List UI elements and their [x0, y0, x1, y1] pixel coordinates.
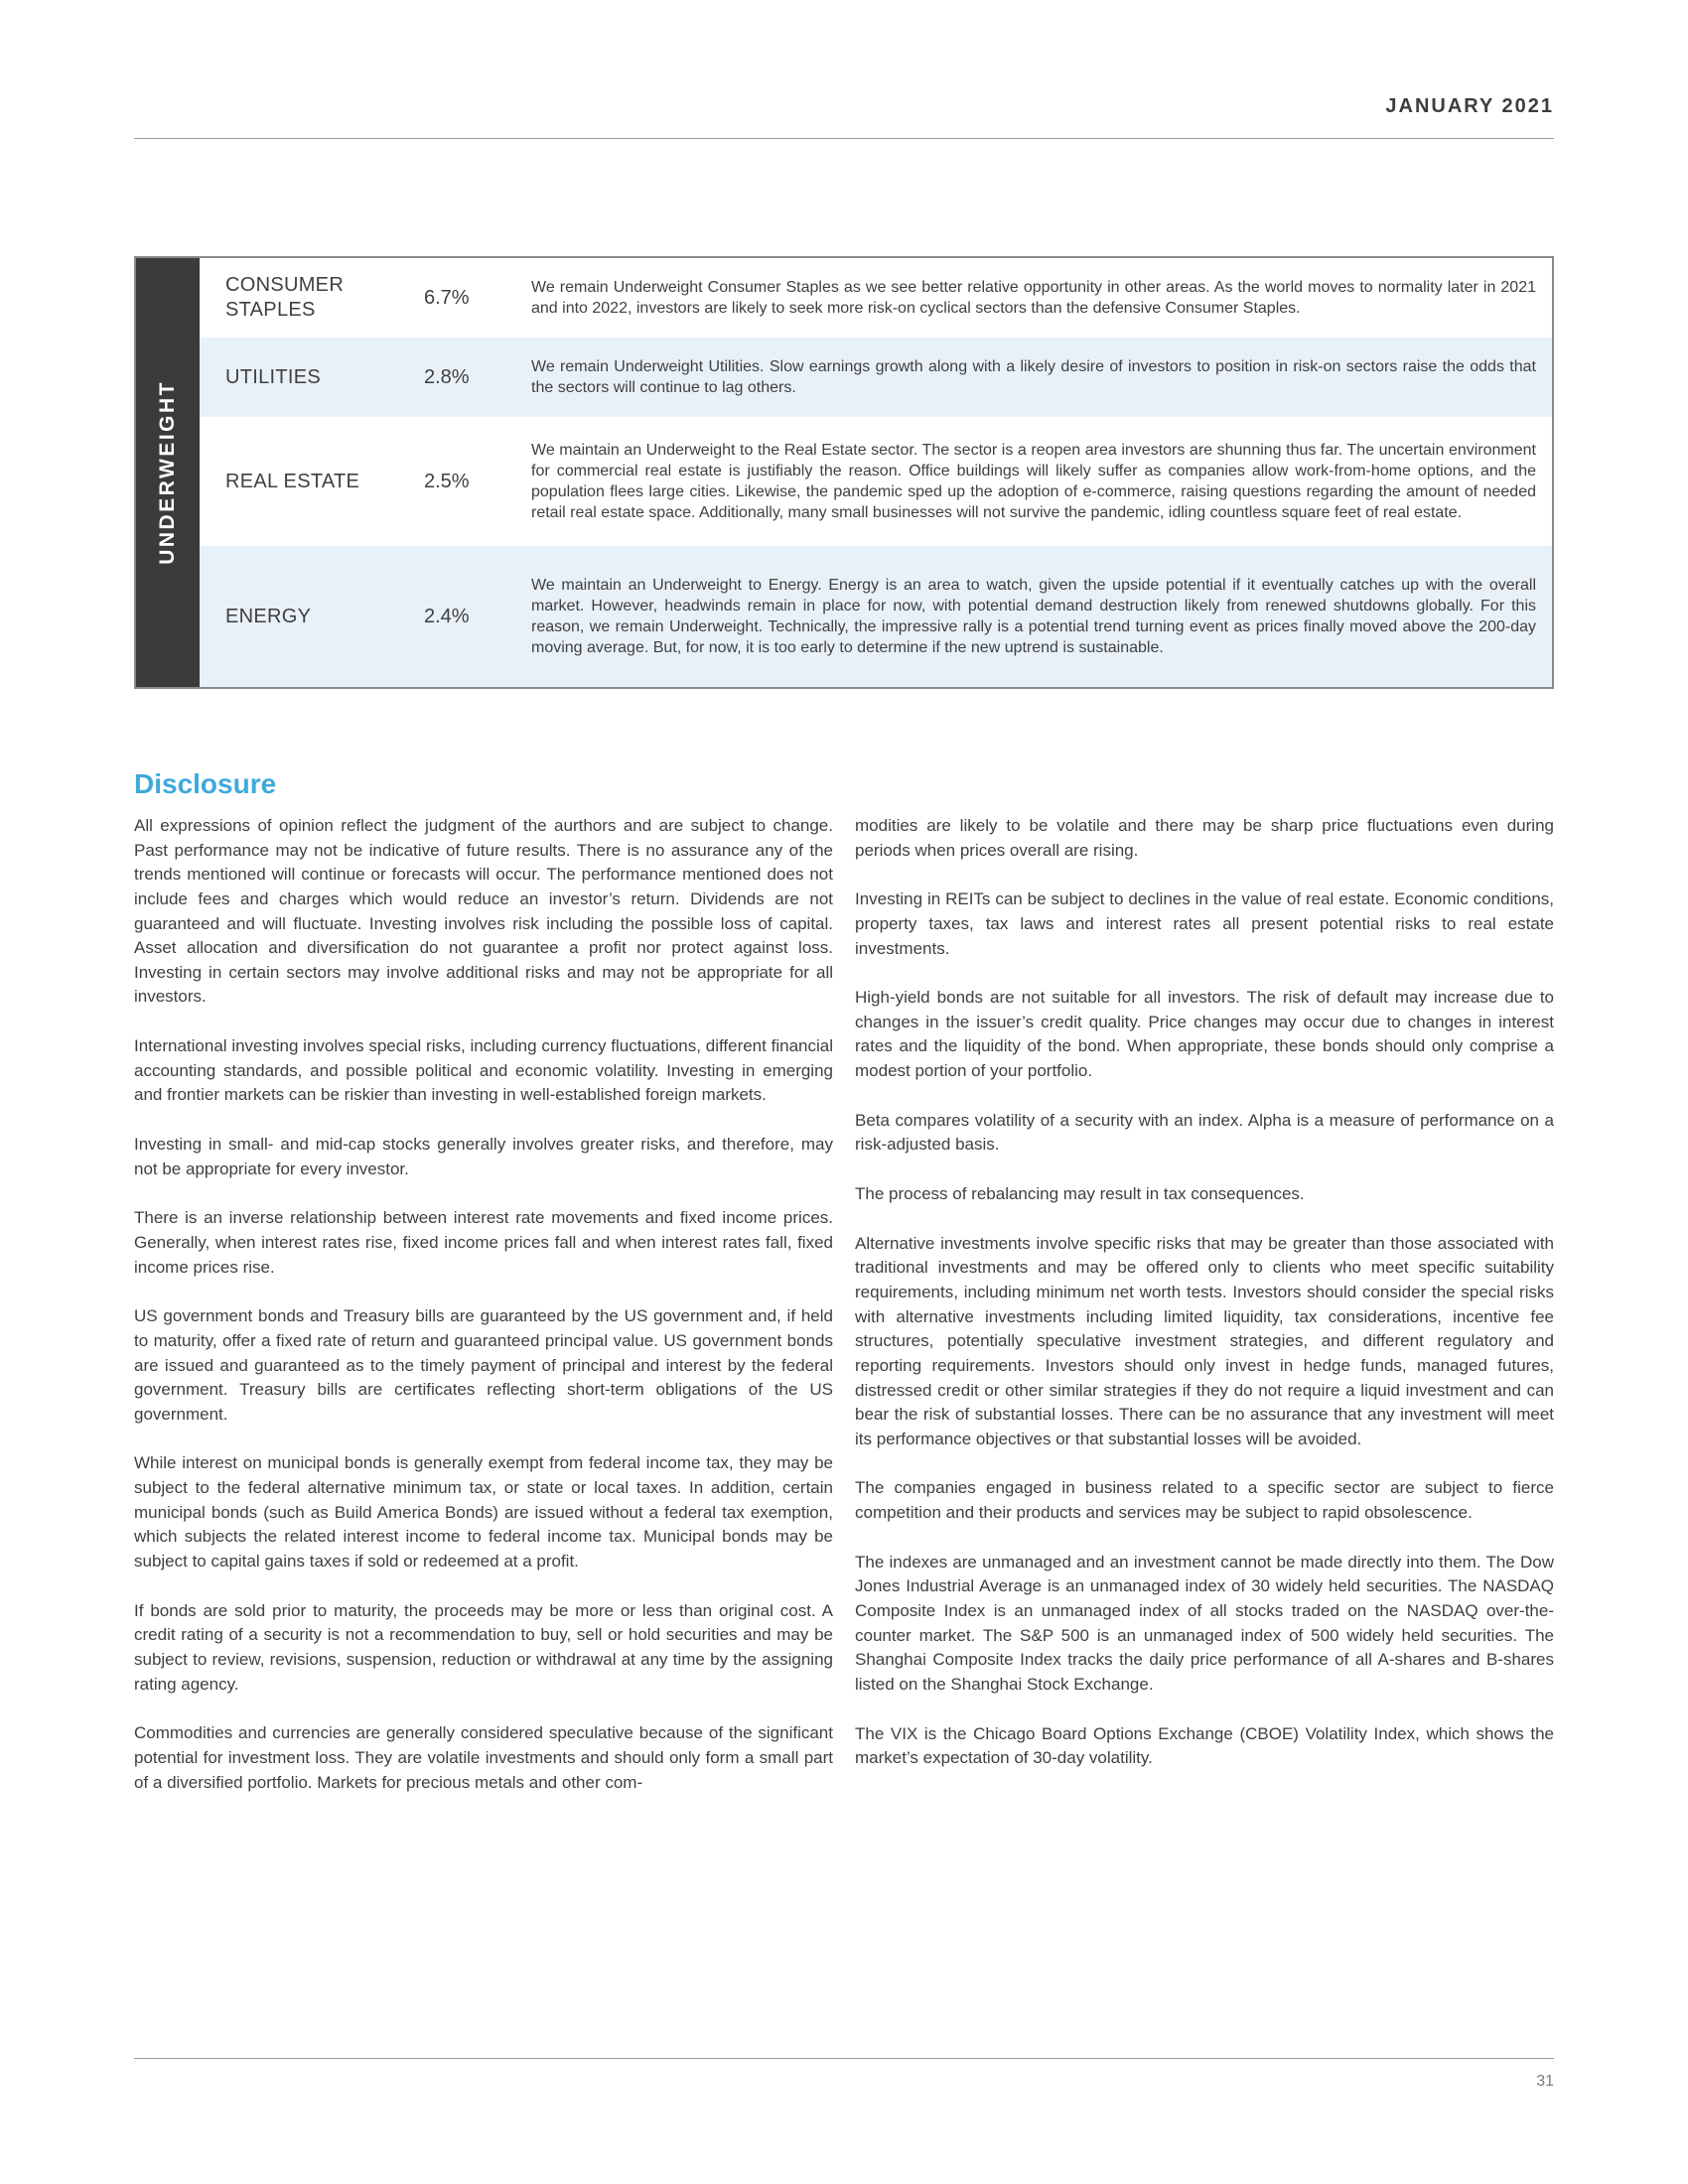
disclosure-left-column	[134, 814, 833, 1820]
sector-commentary: We maintain an Underweight to Energy. Energy is an area to watch, given the upside potential if it eventually catches up with the overall market. However, headwinds remain in place for now, with potential demand destruction likely from renewed shutdowns globally. For this reason, we remain Underweight. Technically, the impressive rally is a potential trend turning event as prices finally moved above the 200-day moving average. But, for now, it is too early to determine if the new uptrend is sustainable.	[531, 576, 1536, 657]
underweight-table	[134, 256, 1554, 689]
sector-weight: 2.8%	[424, 365, 470, 388]
table-row-real-estate	[200, 417, 1552, 546]
sector-commentary: We maintain an Underweight to the Real Estate sector. The sector is a reopen area investors are shunning thus far. The uncertain environment for commercial real estate is justifiably the reason. Office buildings will likely suffer as companies allow work-from-home options, and the population flees large cities. Likewise, the pandemic sped up the adoption of e-commerce, raising questions regarding the amount of needed retail real estate space. Additionally, many small businesses will not survive the pandemic, idling countless square feet of real estate.	[531, 441, 1536, 522]
page-number: 31	[1536, 2073, 1554, 2090]
page-footer	[134, 2058, 1554, 2091]
header-rule	[134, 138, 1554, 139]
disclosure-columns	[134, 814, 1554, 1820]
disclosure-title: Disclosure	[134, 768, 277, 799]
sector-weight: 2.4%	[424, 605, 470, 627]
sector-weight: 6.7%	[424, 286, 470, 309]
table-row-consumer-staples	[200, 258, 1552, 338]
disclosure-paragraph: All expressions of opinion reflect the judgment of the aurthors and are subject to change. Past performance may not be indicative of future results. There is no assurance any of the trends mentioned will continue or forecasts will occur. The performance mentioned does not include fees and charges which would reduce an investor’s return. Dividends are not guaranteed and will fluctuate. Investing involves risk including the possible loss of capital. Asset allocation and diversification do not guarantee a profit nor protect against loss. Investing in certain sectors may involve additional risks and may not be appropriate for all investors.	[134, 816, 833, 1007]
underweight-sidebar	[136, 258, 200, 687]
disclosure-paragraph: While interest on municipal bonds is generally exempt from federal income tax, they may be subject to the federal alternative minimum tax, or state or local taxes. In addition, certain municipal bonds (such as Build America Bonds) are issued without a federal tax exemption, which subjects the related interest income to federal income tax. Municipal bonds may be subject to capital gains taxes if sold or redeemed at a profit.	[134, 1453, 833, 1571]
sector-commentary: We remain Underweight Utilities. Slow earnings growth along with a likely desire of investors to position in risk-on sectors raise the odds that the sectors will continue to lag others.	[531, 357, 1536, 396]
disclosure-paragraph: There is an inverse relationship between interest rate movements and fixed income prices. Generally, when interest rates rise, fixed income prices fall and when interest rates fall, fixed income prices rise.	[134, 1208, 833, 1277]
table-rows	[200, 258, 1552, 687]
disclosure-paragraph: The VIX is the Chicago Board Options Exchange (CBOE) Volatility Index, which shows the market’s expectation of 30-day volatility.	[855, 1723, 1554, 1768]
disclosure-right-column	[855, 814, 1554, 1820]
table-row-utilities	[200, 338, 1552, 417]
disclosure-paragraph: Investing in small- and mid-cap stocks generally involves greater risks, and therefore, may not be appropriate for every investor.	[134, 1135, 833, 1178]
disclosure-paragraph: The companies engaged in business related to a specific sector are subject to fierce competition and their products and services may be subject to rapid obsolescence.	[855, 1478, 1554, 1523]
disclosure-paragraph: Commodities and currencies are generally considered speculative because of the significant potential for investment loss. They are volatile investments and should only form a small part of a diversified portfolio. Markets for precious metals and other com-	[134, 1723, 833, 1792]
underweight-sidebar-label: UNDERWEIGHT	[156, 380, 179, 565]
header-date: JANUARY 2021	[1385, 95, 1554, 117]
sector-commentary: We remain Underweight Consumer Staples as we see better relative opportunity in other areas. As the world moves to normality later in 2021 and into 2022, investors are likely to seek more risk-on cyclical sectors than the defensive Consumer Staples.	[531, 278, 1536, 317]
disclosure-paragraph: US government bonds and Treasury bills are guaranteed by the US government and, if held to maturity, offer a fixed rate of return and guaranteed principal value. US government bonds are issued and guaranteed as to the timely payment of principal and interest by the federal government. Treasury bills are certificates reflecting short-term obligations of the US government.	[134, 1306, 833, 1424]
disclosure-paragraph: Investing in REITs can be subject to declines in the value of real estate. Economic conditions, property taxes, tax laws and interest rates all present potential risks to real estate investments.	[855, 889, 1554, 958]
sector-name: UTILITIES	[225, 365, 322, 388]
sector-name: REAL ESTATE	[225, 470, 360, 492]
sector-name: ENERGY	[225, 605, 312, 627]
disclosure-paragraph: If bonds are sold prior to maturity, the proceeds may be more or less than original cost. A credit rating of a security is not a recommendation to buy, sell or hold securities and may be subject to review, revisions, suspension, reduction or withdrawal at any time by the assigning rating agency.	[134, 1600, 833, 1694]
disclosure-paragraph: The process of rebalancing may result in tax consequences.	[855, 1184, 1305, 1204]
disclosure-paragraph: The indexes are unmanaged and an investment cannot be made directly into them. The Dow Jones Industrial Average is an unmanaged index of 30 widely held securities. The NASDAQ Composite Index is an unmanaged index of all stocks traded on the NASDAQ over-the-counter market. The S&P 500 is an unmanaged index of 500 widely held securities. The Shanghai Composite Index tracks the daily price performance of all A-shares and B-shares listed on the Shanghai Stock Exchange.	[855, 1552, 1554, 1694]
disclosure-paragraph: International investing involves special risks, including currency fluctuations, different financial accounting standards, and possible political and economic volatility. Investing in emerging and frontier markets can be riskier than investing in well-established foreign markets.	[134, 1036, 833, 1105]
disclosure-paragraph: Alternative investments involve specific risks that may be greater than those associated with traditional investments and may be offered only to clients who meet specific suitability requirements, including minimum net worth tests. Investors should consider the special risks with alternative investments including limited liquidity, tax considerations, incentive fee structures, potentially speculative investment strategies, and different regulatory and reporting requirements. Investors should only invest in hedge funds, managed futures, distressed credit or other similar strategies if they do not require a liquid investment and can bear the risk of substantial losses. There can be no assurance that any investment will meet its performance objectives or that substantial losses will be avoided.	[855, 1233, 1554, 1448]
disclosure-section	[134, 768, 1554, 1820]
sector-name: CONSUMER STAPLES	[225, 274, 345, 321]
disclosure-paragraph: Beta compares volatility of a security with an index. Alpha is a measure of performance on a risk-adjusted basis.	[855, 1110, 1554, 1155]
table-row-energy	[200, 546, 1552, 687]
page-header	[134, 0, 1554, 139]
disclosure-paragraph: High-yield bonds are not suitable for all investors. The risk of default may increase due to changes in the issuer’s credit quality. Price changes may occur due to changes in interest rates and the liquidity of the bond. When appropriate, these bonds should only comprise a modest portion of your portfolio.	[855, 988, 1554, 1081]
sector-weight: 2.5%	[424, 470, 470, 492]
disclosure-paragraph: modities are likely to be volatile and there may be sharp price fluctuations even during periods when prices overall are rising.	[855, 816, 1554, 860]
